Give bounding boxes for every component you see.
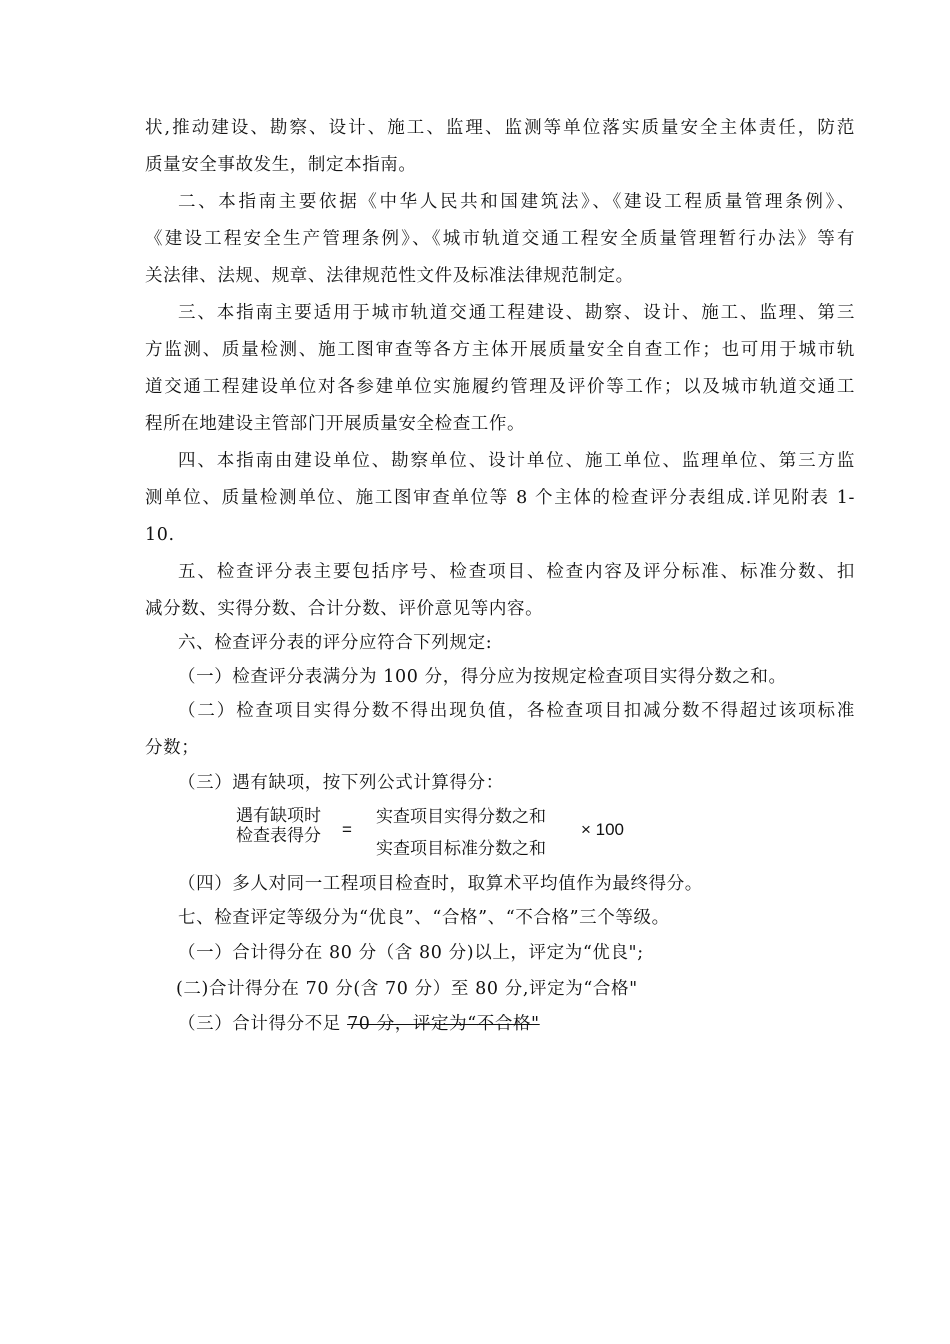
paragraph-4-line-1: 四、本指南由建设单位、勘察单位、设计单位、施工单位、监理单位、第三方监 <box>178 451 855 471</box>
paragraph-6-item-3: （三）遇有缺项，按下列公式计算得分： <box>178 773 504 793</box>
paragraph-3-line-4: 程所在地建设主管部门开展质量安全检查工作。 <box>145 414 526 434</box>
formula-fraction-bar <box>374 833 566 834</box>
score-formula <box>236 806 656 866</box>
paragraph-3-line-1: 三、本指南主要适用于城市轨道交通工程建设、勘察、设计、施工、监理、第三 <box>178 303 855 323</box>
paragraph-intro-line-1: 状,推动建设、勘察、设计、施工、监理、监测等单位落实质量安全主体责任，防范 <box>145 118 855 138</box>
formula-lhs-line-2: 检查表得分 <box>236 826 321 846</box>
paragraph-3-line-2: 方监测、质量检测、施工图审查等各方主体开展质量安全自查工作；也可用于城市轨 <box>145 340 855 360</box>
paragraph-4-line-2: 测单位、质量检测单位、施工图审查单位等 8 个主体的检查评分表组成.详见附表 1- <box>145 488 855 508</box>
paragraph-2-line-3: 关法律、法规、规章、法律规范性文件及标准法律规范制定。 <box>145 266 634 286</box>
paragraph-6-item-1: （一）检查评分表满分为 100 分，得分应为按规定检查项目实得分数之和。 <box>178 667 787 687</box>
formula-multiplier: × 100 <box>581 820 625 839</box>
paragraph-7-item-3-text: （三）合计得分不足 <box>178 1014 348 1034</box>
paragraph-5-line-2: 减分数、实得分数、合计分数、评价意见等内容。 <box>145 599 544 619</box>
paragraph-4-line-3: 10. <box>145 525 175 545</box>
formula-equals: = <box>342 820 352 839</box>
paragraph-6-heading: 六、检查评分表的评分应符合下列规定: <box>178 633 493 653</box>
paragraph-7-item-1: （一）合计得分在 80 分（含 80 分)以上，评定为“优良"; <box>178 943 644 963</box>
paragraph-7-item-2: (二)合计得分在 70 分(含 70 分）至 80 分,评定为“合格" <box>176 979 638 999</box>
paragraph-6-item-2-line-2: 分数； <box>145 738 200 758</box>
paragraph-3-line-3: 道交通工程建设单位对各参建单位实施履约管理及评价等工作；以及城市轨道交通工 <box>145 377 855 397</box>
formula-lhs <box>236 806 321 846</box>
paragraph-2-line-2: 《建设工程安全生产管理条例》、《城市轨道交通工程安全质量管理暂行办法》等有 <box>145 229 855 249</box>
paragraph-7-heading: 七、检查评定等级分为“优良”、“合格”、“不合格”三个等级。 <box>178 908 670 928</box>
paragraph-7-item-3 <box>178 1009 540 1039</box>
paragraph-6-item-4: （四）多人对同一工程项目检查时，取算术平均值作为最终得分。 <box>178 874 703 894</box>
formula-numerator: 实查项目实得分数之和 <box>376 807 546 827</box>
formula-lhs-line-1: 遇有缺项时 <box>236 806 321 826</box>
formula-denominator: 实查项目标准分数之和 <box>376 839 546 859</box>
paragraph-7-item-3-struck-text: 70 分，评定为“不合格" <box>347 1014 540 1034</box>
paragraph-2-line-1: 二、本指南主要依据《中华人民共和国建筑法》、《建设工程质量管理条例》、 <box>178 192 855 212</box>
paragraph-5-line-1: 五、检查评分表主要包括序号、检查项目、检查内容及评分标准、标准分数、扣 <box>178 562 855 582</box>
paragraph-intro-line-2: 质量安全事故发生，制定本指南。 <box>145 155 417 175</box>
paragraph-6-item-2-line-1: （二）检查项目实得分数不得出现负值，各检查项目扣减分数不得超过该项标准 <box>178 701 855 721</box>
